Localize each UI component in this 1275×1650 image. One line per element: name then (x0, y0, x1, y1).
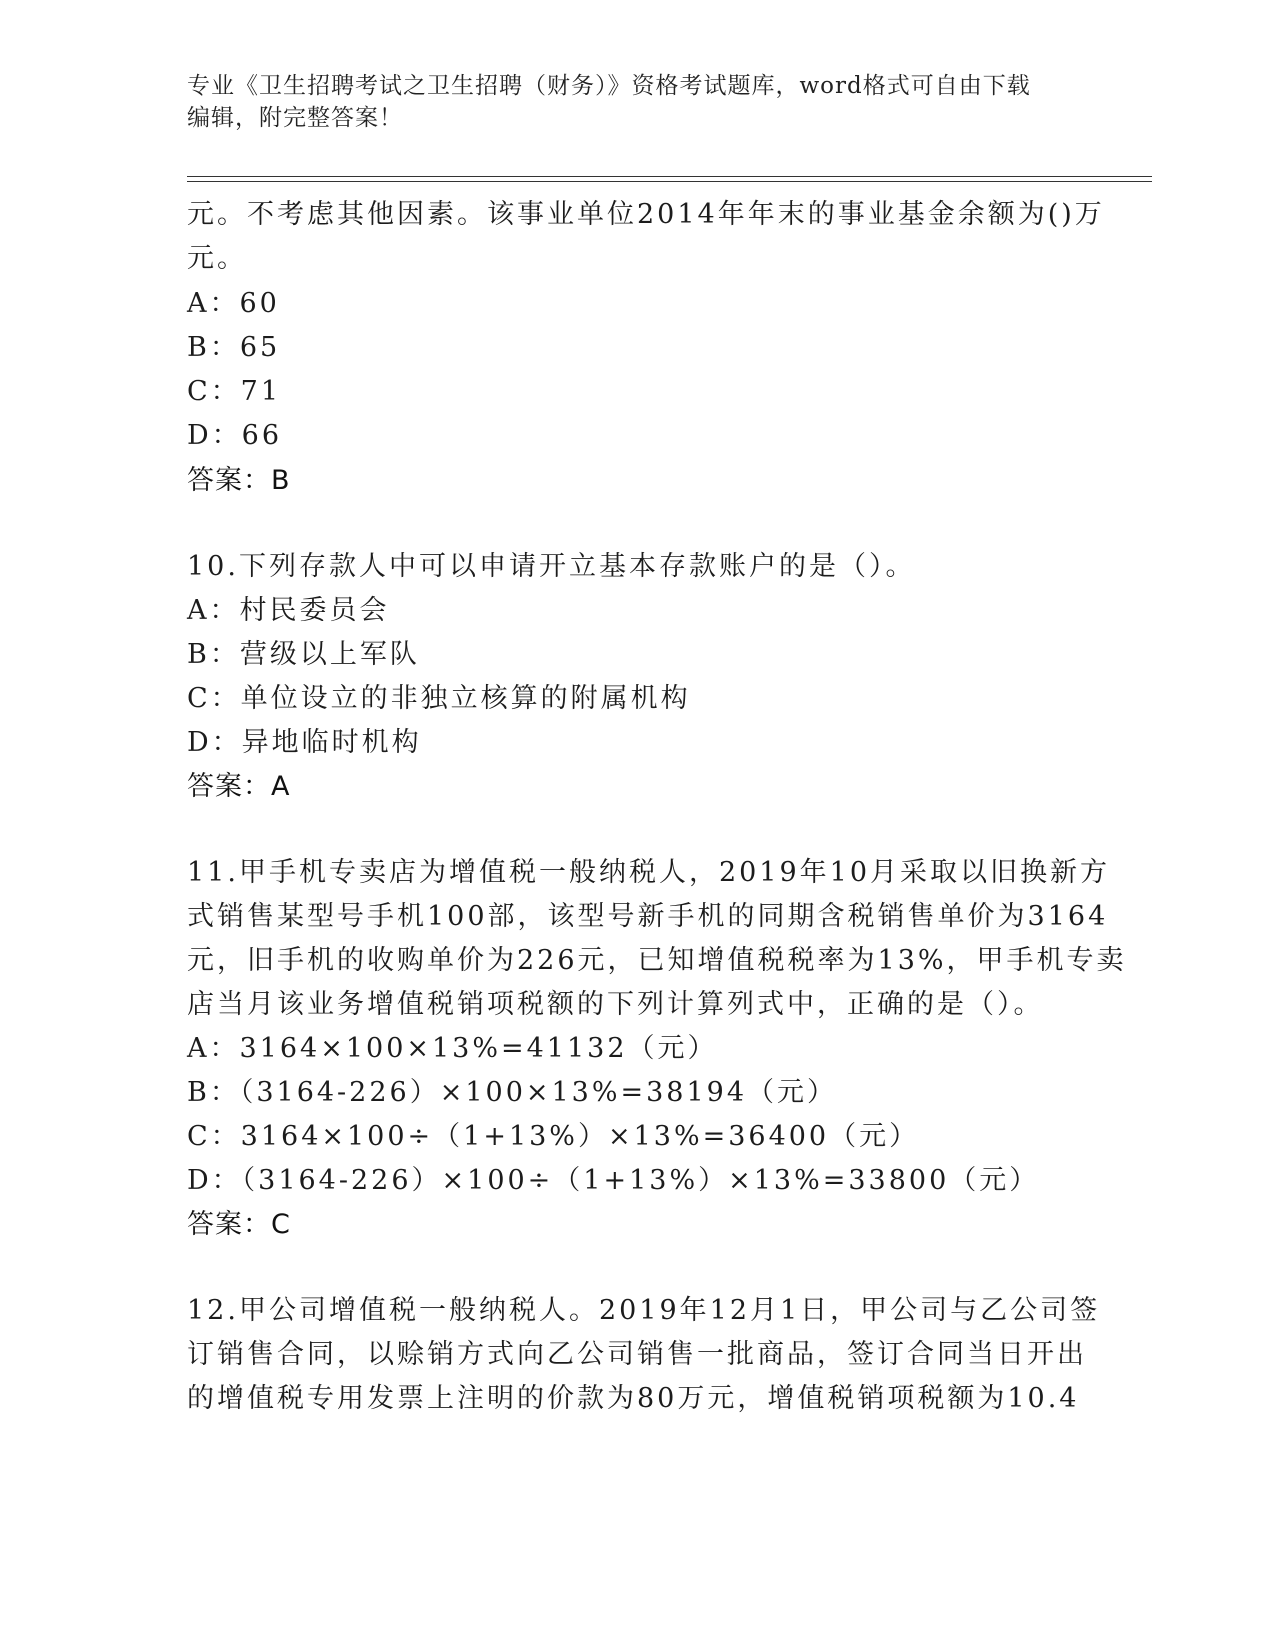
q11-option-b: B：（3164-226）×100×13%=38194（元） (187, 1077, 838, 1108)
q10-option-b: B：营级以上军队 (187, 639, 420, 670)
q9-option-c: C：71 (187, 376, 282, 407)
q10-option-c: C：单位设立的非独立核算的附属机构 (187, 683, 691, 714)
header-divider-top (187, 176, 1152, 177)
document-header (187, 70, 1087, 134)
q11-text-line-1: 11.甲手机专卖店为增值税一般纳税人，2019年10月采取以旧换新方 (187, 857, 1111, 888)
q11-answer: 答案：C (187, 1209, 291, 1240)
q10-option-a: A：村民委员会 (187, 595, 390, 626)
q11-text-line-4: 店当月该业务增值税销项税额的下列计算列式中，正确的是（）。 (187, 989, 1044, 1020)
q11-option-d: D：（3164-226）×100÷（1+13%）×13%=33800（元） (187, 1165, 1040, 1196)
header-divider-bottom (187, 181, 1152, 182)
q11-text-line-2: 式销售某型号手机100部，该型号新手机的同期含税销售单价为3164 (187, 901, 1109, 932)
q10-text-line-1: 10.下列存款人中可以申请开立基本存款账户的是（）。 (187, 551, 916, 582)
q9-option-d: D：66 (187, 420, 283, 451)
header-line-2: 编辑，附完整答案！ (187, 105, 403, 131)
q11-text-line-3: 元，旧手机的收购单价为226元，已知增值税税率为13%，甲手机专卖 (187, 945, 1127, 976)
q10-answer: 答案：A (187, 771, 291, 802)
header-line-1: 专业《卫生招聘考试之卫生招聘（财务）》资格考试题库，word格式可自由下载 (187, 73, 1031, 99)
q11-option-a: A：3164×100×13%=41132（元） (187, 1033, 718, 1064)
q9-text-line-1: 元。不考虑其他因素。该事业单位2014年年末的事业基金余额为()万 (187, 199, 1105, 230)
q11-option-c: C：3164×100÷（1+13%）×13%=36400（元） (187, 1121, 920, 1152)
q12-text-line-1: 12.甲公司增值税一般纳税人。2019年12月1日，甲公司与乙公司签 (187, 1295, 1101, 1326)
q12-text-line-3: 的增值税专用发票上注明的价款为80万元，增值税销项税额为10.4 (187, 1383, 1080, 1414)
q9-option-a: A：60 (187, 288, 280, 319)
q9-answer: 答案：B (187, 465, 291, 496)
q9-text-line-2: 元。 (187, 243, 247, 274)
q10-option-d: D：异地临时机构 (187, 727, 422, 758)
q12-text-line-2: 订销售合同，以赊销方式向乙公司销售一批商品，签订合同当日开出 (187, 1339, 1087, 1370)
q9-option-b: B：65 (187, 332, 281, 363)
